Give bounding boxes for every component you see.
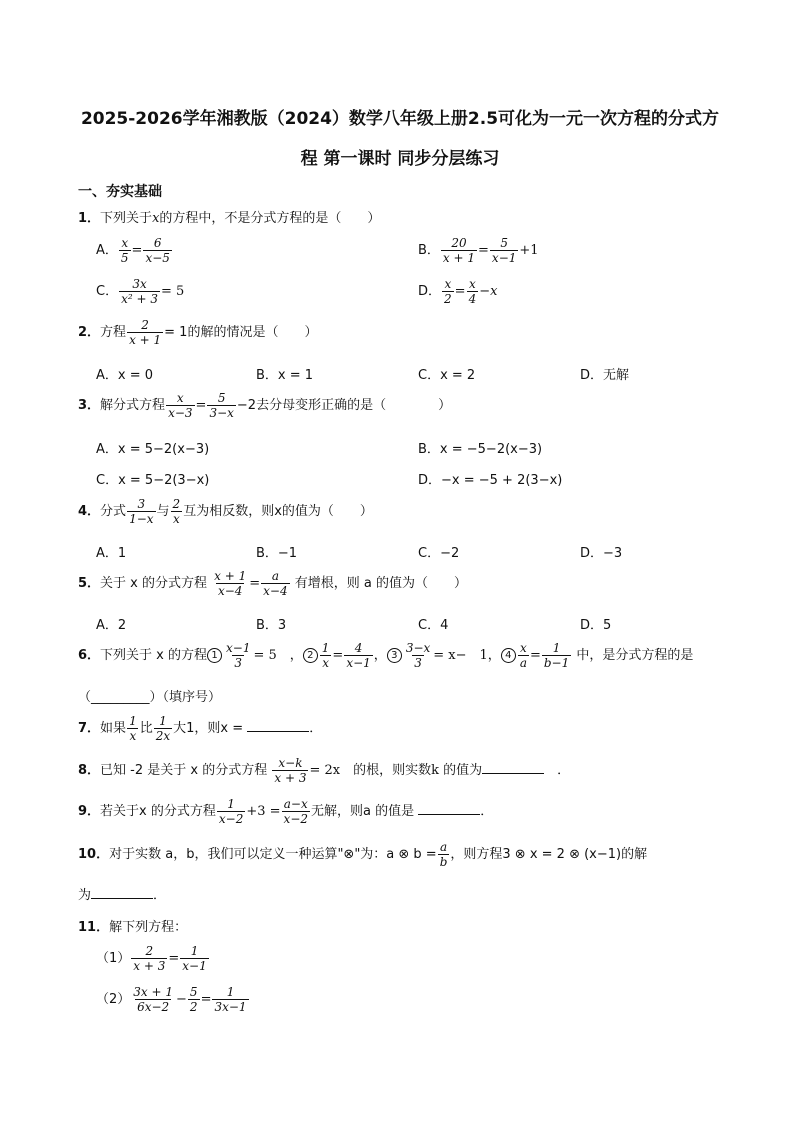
question-5-option-d: D．5 [580, 618, 612, 633]
question-1-option-b: B． $\frac{20}{x + 1}$ = $\frac{5}{x-1}$ +1 [418, 236, 539, 265]
question-8-stem: 8．已知 -2 是关于 x 的分式方程 $\frac{x-k}{x + 3}$ = 2x 的根，则实数k 的值为 ． [78, 756, 571, 785]
question-10-answer-line: 为 ． [78, 888, 167, 903]
question-6-answer-line: （_________）（填序号） [78, 690, 222, 705]
question-2-stem: 2．方程 $\frac{2}{x + 1}$ = 1的解的情况是（ ） [78, 318, 318, 347]
question-9-stem: 9．若关于x 的分式方程 $\frac{1}{x-2}$ +3 = $\frac{a-x}{x-2}$ 无解，则a 的值是 ． [78, 797, 494, 826]
question-1-stem: 1．下列关于x的方程中，不是分式方程的是（ ） [78, 211, 381, 226]
question-5-option-b: B．3 [256, 618, 287, 633]
question-3-option-c: C．x = 5−2(3−x) [96, 473, 210, 488]
question-1-option-c: C． $\frac{3x}{\text{x² + 3}}$ = 5 [96, 277, 185, 306]
question-11-part-1: （1） $\frac{2}{x + 3}$ = $\frac{1}{x-1}$ [96, 944, 207, 973]
section-heading: 一、夯实基础 [78, 184, 162, 200]
question-7-stem: 7．如果 $\frac{1}{x}$ 比 $\frac{1}{2x}$ 大1，则x = ． [78, 714, 323, 743]
question-4-option-c: C．−2 [418, 546, 460, 561]
question-4-option-b: B．−1 [256, 546, 298, 561]
question-5-option-c: C．4 [418, 618, 449, 633]
question-4-option-d: D．−3 [580, 546, 623, 561]
question-11-stem: 11．解下列方程： [78, 920, 188, 935]
question-5-stem: 5．关于 x 的分式方程 $\frac{x + 1}{x-4}$ = $\frac{a}{x-4}$ 有增根，则 a 的值为（ ） [78, 569, 467, 598]
question-4-stem: 4．分式 $\frac{3}{1-x}$ 与 $\frac{2}{x}$ 互为相反数，则x的值为（ ） [78, 497, 373, 526]
title-line-1: 2025-2026学年湘教版（2024）数学八年级上册2.5可化为一元一次方程的分式方 [80, 109, 720, 129]
question-4-option-a: A．1 [96, 546, 127, 561]
question-9-blank[interactable] [418, 802, 480, 815]
question-7-blank[interactable] [247, 719, 309, 732]
question-2-option-d: D．无解 [580, 368, 630, 383]
title-line-2: 程 第一课时 同步分层练习 [300, 149, 500, 169]
question-3-option-b: B．x = −5−2(x−3) [418, 442, 543, 457]
question-3-option-d: D．−x = −5 + 2(3−x) [418, 473, 563, 488]
question-3-stem: 3．解分式方程 $\frac{x}{x-3}$ = $\frac{5}{3-x}$ −2去分母变形正确的是（ ） [78, 391, 452, 420]
question-2-option-a: A．x = 0 [96, 368, 154, 383]
question-1-option-a: A． $\frac{x}{5}$ = $\frac{6}{x-5}$ [96, 236, 170, 265]
question-3-option-a: A．x = 5−2(x−3) [96, 442, 210, 457]
question-8-blank[interactable] [482, 761, 544, 774]
question-2-option-c: C．x = 2 [418, 368, 476, 383]
question-10-blank[interactable] [91, 886, 153, 899]
question-10-stem: 10．对于实数 a，b，我们可以定义一种运算"⊗"为：a ⊗ b = $\frac{a}{b}$ ，则方程3 ⊗ x = 2 ⊗ (x−1)的解 [78, 840, 648, 869]
question-11-part-2: （2） $\frac{3x + 1}{6x-2}$ − $\frac{5}{2}$ = $\frac{1}{3x-1}$ [96, 985, 247, 1014]
question-6-stem: 6．下列关于 x 的方程 1 $\frac{x-1}{3}$ = 5 ， 2 $\frac{1}{x}$ = $\frac{4}{x-1}$ ， 3 $\frac{3-x}{3}$ = x− 1， 4 $\frac{x}{a}$ = $\frac{1}{b-1}$ 中，是分式方程的是 [78, 641, 694, 670]
question-2-option-b: B．x = 1 [256, 368, 314, 383]
question-5-option-a: A．2 [96, 618, 127, 633]
question-1-option-d: D． $\frac{x}{2}$ = $\frac{x}{4}$ −x [418, 277, 498, 306]
